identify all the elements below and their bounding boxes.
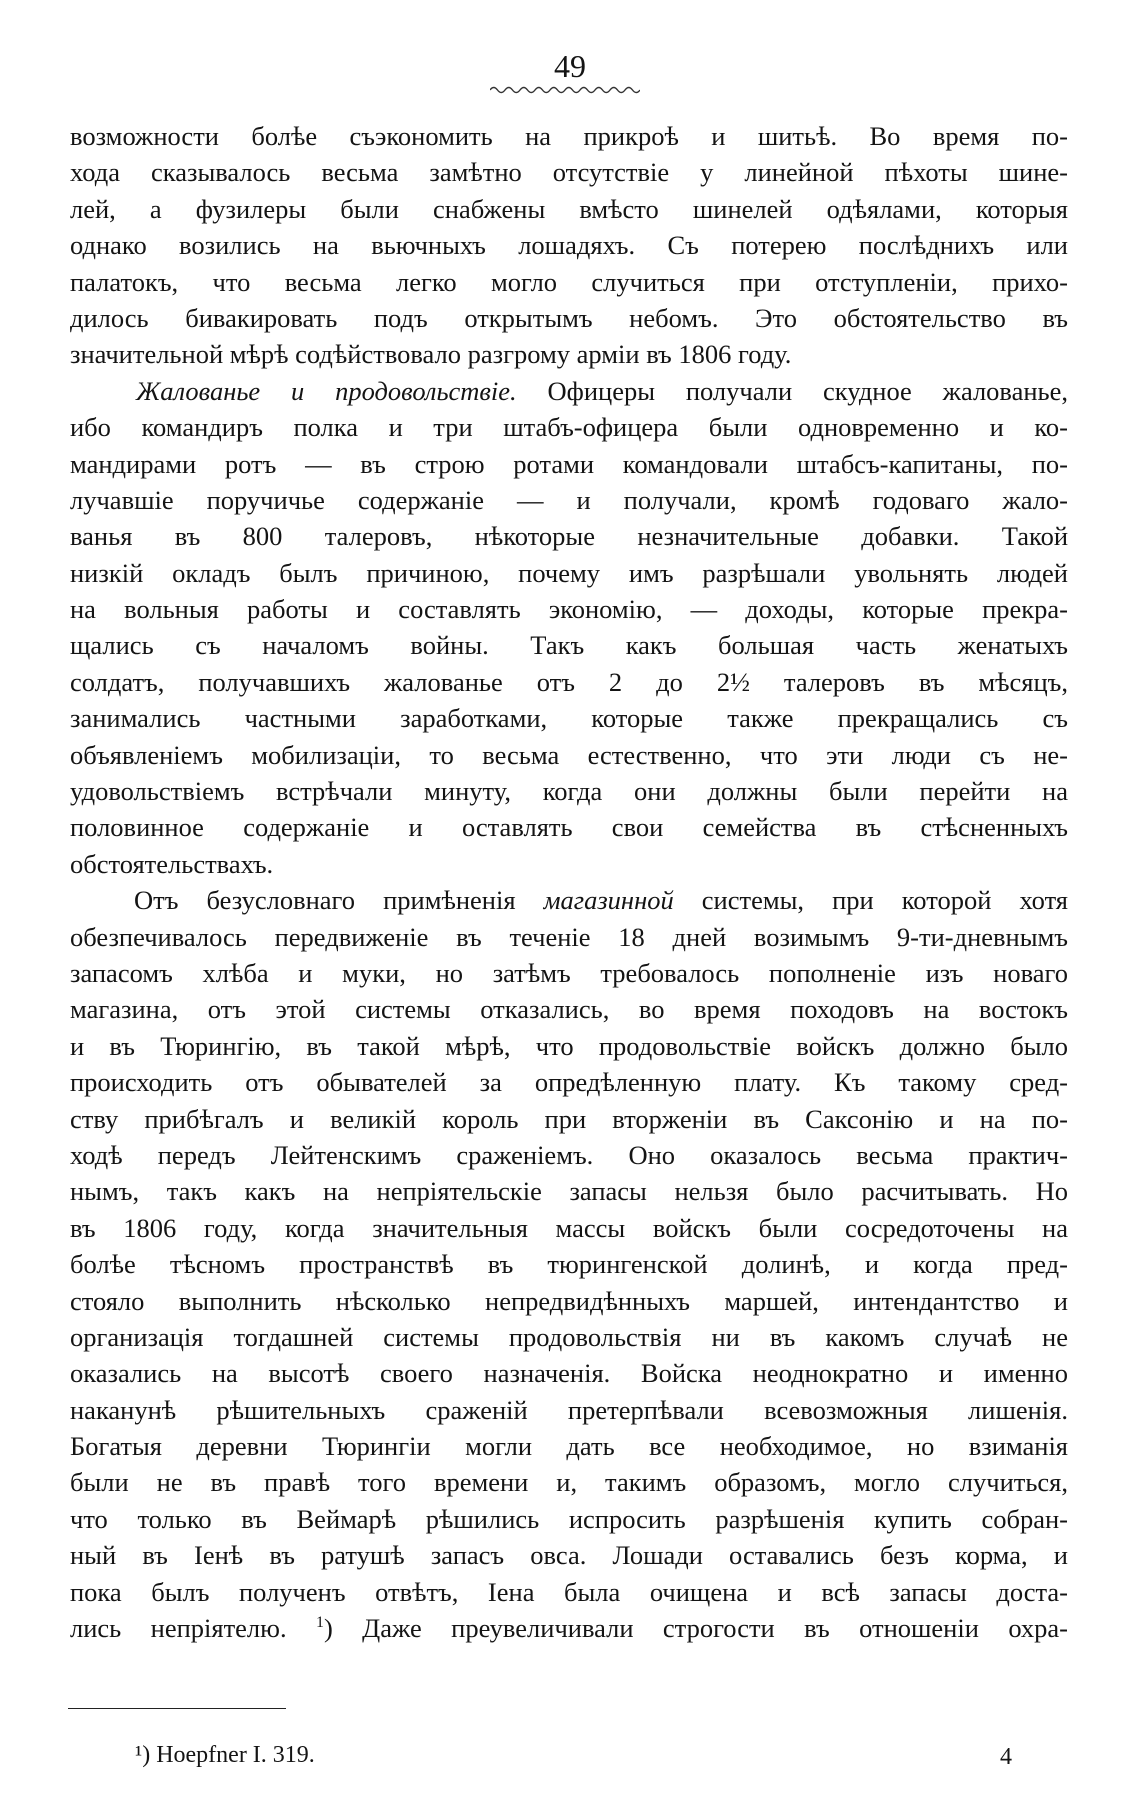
text-span: Отъ безусловнаго примѣненія: [134, 885, 516, 916]
text-line: происходить отъ обывателей за опредѣленную плату. Къ такому сред-: [70, 1067, 1068, 1098]
section-subheading: Жалованье и продовольствіе.: [136, 375, 517, 406]
text-line: однако возились на вьючныхъ лошадяхъ. Съ потерею послѣднихъ или: [70, 230, 1068, 261]
paragraph-1: [70, 118, 1068, 373]
text-line: болѣе тѣсномъ пространствѣ въ тюрингенской долинѣ, и когда пред-: [70, 1249, 1068, 1280]
text-line: солдатъ, получавшихъ жалованье отъ 2 до 2½ талеровъ въ мѣсяцъ,: [70, 666, 1068, 697]
text-line: ству прибѣгалъ и великій король при вторженіи въ Саксонію и на по-: [70, 1103, 1068, 1134]
text-line: пока былъ полученъ отвѣтъ, Іена была очищена и всѣ запасы доста-: [70, 1576, 1068, 1607]
text-line: Богатыя деревни Тюрингіи могли дать все необходимое, но взиманія: [70, 1431, 1068, 1462]
text-line: палатокъ, что весьма легко могло случиться при отступленіи, прихо-: [70, 266, 1068, 297]
text-line: половинное содержаніе и оставлять свои семейства въ стѣсненныхъ: [70, 812, 1068, 843]
text-line: [70, 882, 1068, 918]
text-span: ) Даже преувеличивали строгости въ отношеніи охра-: [323, 1613, 1068, 1644]
paragraph-3: [70, 882, 1068, 1646]
text-line: значительной мѣрѣ содѣйствовало разгрому арміи въ 1806 году.: [70, 339, 792, 370]
body-text: [70, 118, 1068, 1646]
text-line: мандирами ротъ — въ строю ротами командовали штабсъ-капитаны, по-: [70, 448, 1068, 479]
text-line: нымъ, такъ какъ на непріятельскіе запасы нельзя было расчитывать. Но: [70, 1176, 1068, 1207]
text-line: лучавшіе поручичье содержаніе — и получали, кромѣ годоваго жало-: [70, 484, 1068, 515]
emphasized-term: магазинной: [543, 885, 674, 916]
text-line: были не въ правѣ того времени и, такимъ образомъ, могло случиться,: [70, 1467, 1068, 1498]
text-line: [70, 373, 1068, 409]
text-line: оказались на высотѣ своего назначенія. Войска неоднократно и именно: [70, 1358, 1068, 1389]
text-line: лей, а фузилеры были снабжены вмѣсто шинелей одѣялами, которыя: [70, 193, 1068, 224]
footnote-text: Hoepfner I. 319.: [156, 1742, 315, 1768]
text-line: объявленіемъ мобилизаціи, то весьма естественно, что эти люди съ не-: [70, 739, 1068, 770]
text-line: обстоятельствахъ.: [70, 848, 274, 879]
text-line: дилось бивакировать подъ открытымъ небомъ. Это обстоятельство въ: [70, 302, 1068, 333]
text-line: что только въ Веймарѣ рѣшились испросить разрѣшенія купить собран-: [70, 1503, 1068, 1534]
text-line: занимались частными заработками, которые также прекращались съ: [70, 703, 1068, 734]
footnote: [135, 1740, 315, 1770]
paragraph-2: [70, 373, 1068, 882]
text-line: [70, 1610, 1068, 1646]
text-line: низкій окладъ былъ причиною, почему имъ разрѣшали увольнять людей: [70, 557, 1068, 588]
footnote-divider: [68, 1708, 286, 1709]
text-line: обезпечивалось передвиженіе въ теченіе 18 дней возимымъ 9-ти-дневнымъ: [70, 921, 1068, 952]
text-line: стояло выполнить нѣсколько непредвидѣнныхъ маршей, интендантство и: [70, 1285, 1068, 1316]
text-line: на вольныя работы и составлять экономію, — доходы, которые прекра-: [70, 594, 1068, 625]
text-line: ный въ Іенѣ въ ратушѣ запасъ овса. Лошади оставались безъ корма, и: [70, 1540, 1068, 1571]
footnote-reference[interactable]: 1: [315, 1614, 324, 1632]
decorative-wavy-rule: [490, 84, 640, 94]
text-line: магазина, отъ этой системы отказались, во время походовъ на востокъ: [70, 994, 1068, 1025]
text-span: системы, при которой хотя: [701, 885, 1068, 916]
text-line: щались съ началомъ войны. Такъ какъ большая часть женатыхъ: [70, 630, 1068, 661]
text-line: наканунѣ рѣшительныхъ сраженій претерпѣвали всевозможныя лишенія.: [70, 1394, 1068, 1425]
page-number: 49: [554, 48, 586, 84]
text-line: ванья въ 800 талеровъ, нѣкоторые незначительные добавки. Такой: [70, 521, 1068, 552]
text-span: Офицеры получали скудное жалованье,: [547, 375, 1069, 406]
text-line: и въ Тюрингію, въ такой мѣрѣ, что продовольствіе войскъ должно было: [70, 1030, 1068, 1061]
printer-signature-mark: 4: [1000, 1744, 1012, 1770]
text-line: въ 1806 году, когда значительныя массы войскъ были сосредоточены на: [70, 1212, 1068, 1243]
text-line: удовольствіемъ встрѣчали минуту, когда они должны были перейти на: [70, 776, 1068, 807]
text-span: лись непріятелю.: [70, 1613, 287, 1644]
text-line: запасомъ хлѣба и муки, но затѣмъ требовалось пополненіе изъ новаго: [70, 957, 1068, 988]
text-line: ходѣ передъ Лейтенскимъ сраженіемъ. Оно оказалось весьма практич-: [70, 1139, 1068, 1170]
text-line: хода сказывалось весьма замѣтно отсутствіе у линейной пѣхоты шине-: [70, 157, 1068, 188]
text-line: возможности болѣе съэкономить на прикроѣ и шитьѣ. Во время по-: [70, 121, 1068, 151]
footnote-marker: ¹): [135, 1742, 151, 1768]
text-line: организація тогдашней системы продовольствія ни въ какомъ случаѣ не: [70, 1321, 1068, 1352]
text-line: ибо командиръ полка и три штабъ-офицера были одновременно и ко-: [70, 412, 1068, 443]
